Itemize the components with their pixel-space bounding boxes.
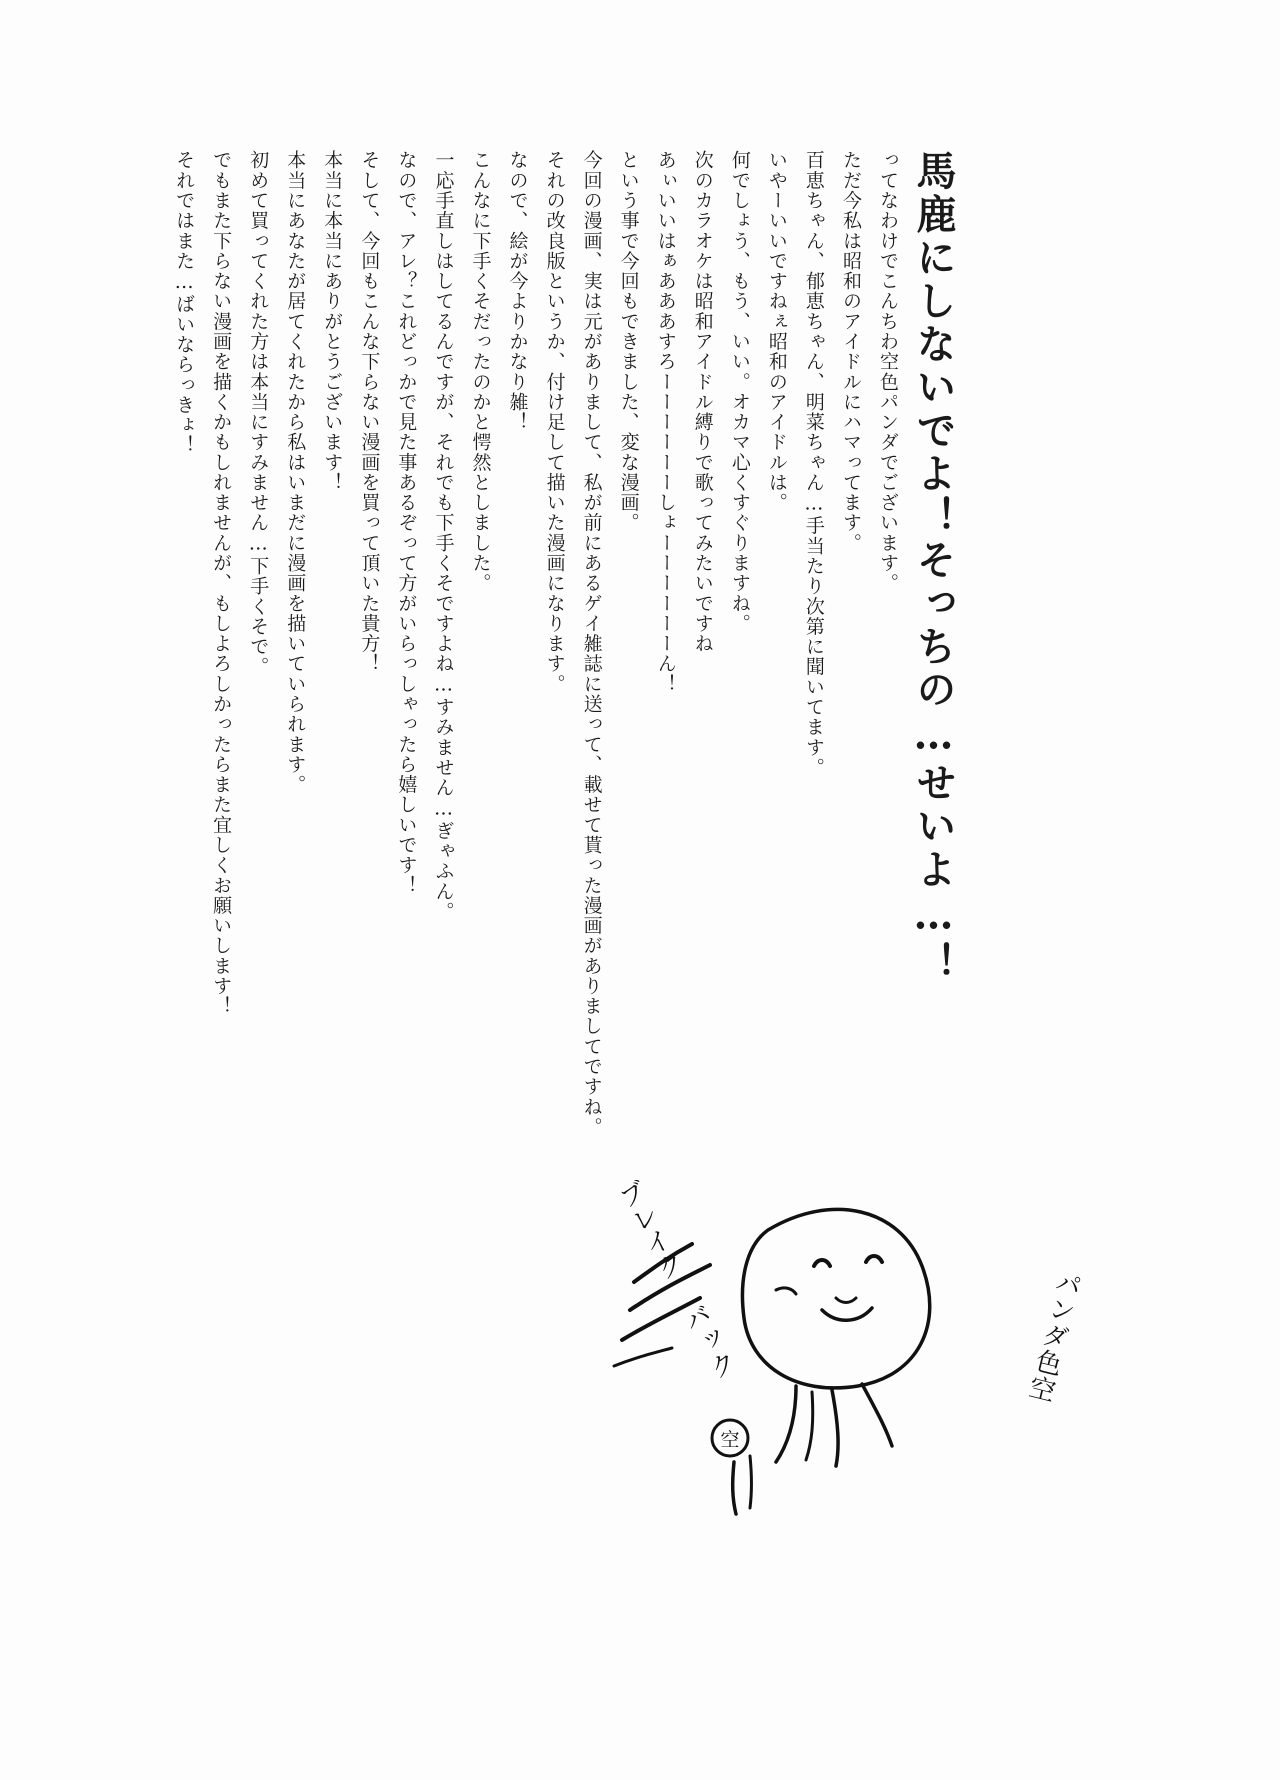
afterword-paragraph-15: そして、今回もこんな下らない漫画を買って頂いた貴方！ (358, 150, 381, 674)
character-nose (836, 1298, 856, 1303)
afterword-paragraph-3: 百恵ちゃん、郁恵ちゃん、明菜ちゃん…手当たり次第に聞いてます。 (802, 150, 825, 778)
afterword-paragraph-6: 次のカラオケは昭和アイドル縛りで歌ってみたいですね (691, 150, 714, 654)
character-body-right (832, 1390, 838, 1466)
afterword-paragraph-4: いやーいいですねぇ昭和のアイドルは。 (765, 150, 788, 513)
afterword-paragraph-1: ってなわけでこんちわ空色パンダでございます。 (877, 150, 899, 594)
afterword-paragraph-19: でもまた下らない漫画を描くかもしれませんが、もしよろしかったらまた宜しくお願いします！ (210, 150, 233, 1017)
afterword-paragraph-14: なので、アレ？これどっかで見た事あるぞって方がいらっしゃったら嬉しいです！ (395, 150, 418, 896)
afterword-paragraph-11: なので、絵が今よりかなり雑！ (506, 150, 529, 432)
character-leg (733, 1462, 736, 1514)
character-arm (862, 1384, 892, 1446)
afterword-paragraph-7: あぃいいはぁあああすろーーーーーーしょーーーーーーん！ (654, 150, 677, 694)
author-doodle (600, 1170, 1160, 1530)
doodle-label-break: ブレイク バック (610, 1176, 741, 1386)
afterword-title: 馬鹿にしないでよ！そっちの…せいよ…！ (910, 150, 957, 985)
character-leg-2 (750, 1456, 752, 1508)
character-eye-left (814, 1260, 830, 1266)
character-eye-right (866, 1256, 882, 1262)
afterword-paragraph-5: 何でしょう、もう、いい。オカマ心くすぐりますね。 (728, 150, 751, 634)
motion-line-4 (614, 1348, 672, 1366)
doodle-drawing (600, 1170, 1160, 1530)
afterword-text-block (173, 150, 960, 1260)
character-body-left (776, 1386, 796, 1462)
afterword-paragraph-17: 本当にあなたが居てくれたから私はいまだに漫画を描いていられます。 (284, 150, 307, 795)
afterword-paragraph-12: こんなに下手くそだったのかと愕然としました。 (469, 150, 492, 594)
doodle-label-panda: パンダ色空 (1022, 1266, 1085, 1406)
afterword-paragraph-2: ただ今私は昭和のアイドルにハマってます。 (839, 150, 862, 553)
afterword-paragraph-9: 今回の漫画、実は元がありまして、私が前にあるゲイ雑誌に送って、載せて貰った漫画がありましてですね。 (580, 150, 603, 1137)
character-mouth (822, 1308, 872, 1320)
character-body-mid (806, 1392, 813, 1460)
afterword-paragraph-13: 一応手直しはしてるんですが、それでも下手くそですよね…すみません…ぎゃふん。 (432, 150, 455, 922)
afterword-paragraph-20: それではまた…ばいならっきょ！ (173, 150, 196, 456)
afterword-paragraph-16: 本当に本当にありがとうございます！ (321, 150, 344, 493)
character-cheek-mark (776, 1288, 796, 1294)
afterword-paragraph-18: 初めて買ってくれた方は本当にすみません…下手くそで。 (247, 150, 270, 677)
afterword-paragraph-10: それの改良版というか、付け足して描いた漫画になります。 (543, 150, 566, 694)
face-stamp-text: 空 (720, 1429, 740, 1451)
afterword-paragraph-8: という事で今回もできました、変な漫画。 (617, 150, 640, 533)
